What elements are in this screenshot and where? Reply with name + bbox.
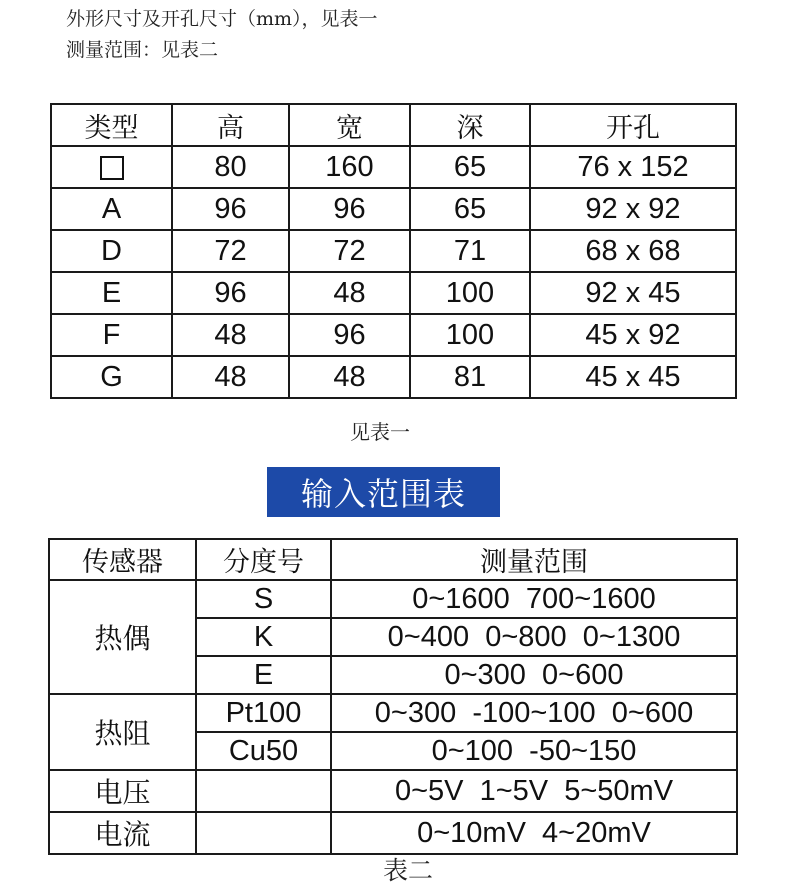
- cell-range: 0~5V 1~5V 5~50mV: [331, 770, 737, 812]
- cell-width: 160: [289, 146, 410, 188]
- cell-width: 96: [289, 314, 410, 356]
- header-sensor: 传感器: [49, 539, 196, 580]
- cell-range: 0~300 -100~100 0~600: [331, 694, 737, 732]
- cell-type: G: [51, 356, 172, 398]
- cell-type: D: [51, 230, 172, 272]
- table-row: [51, 188, 736, 230]
- table-header-row: [51, 104, 736, 146]
- cell-cutout: 92 x 45: [530, 272, 736, 314]
- dimensions-table: [50, 103, 737, 399]
- cell-width: 48: [289, 272, 410, 314]
- cell-index: [196, 812, 331, 854]
- cell-range: 0~400 0~800 0~1300: [331, 618, 737, 656]
- header-type: 类型: [51, 104, 172, 146]
- sensor-group-thermocouple: 热偶: [49, 580, 196, 694]
- table-row: [51, 230, 736, 272]
- cell-range: 0~300 0~600: [331, 656, 737, 694]
- cell-depth: 100: [410, 272, 530, 314]
- cell-width: 48: [289, 356, 410, 398]
- table-header-row: [49, 539, 737, 580]
- cell-index: K: [196, 618, 331, 656]
- cell-type: F: [51, 314, 172, 356]
- cell-depth: 100: [410, 314, 530, 356]
- cell-range: 0~1600 700~1600: [331, 580, 737, 618]
- cell-depth: 65: [410, 146, 530, 188]
- cell-width: 72: [289, 230, 410, 272]
- cell-height: 96: [172, 272, 289, 314]
- table2-caption: 表二: [382, 856, 433, 885]
- table-row: [49, 694, 737, 732]
- cell-index: Pt100: [196, 694, 331, 732]
- cell-range: 0~100 -50~150: [331, 732, 737, 770]
- header-depth: 深: [410, 104, 530, 146]
- cell-width: 96: [289, 188, 410, 230]
- square-outline-icon: [100, 156, 124, 180]
- header-range: 测量范围: [331, 539, 737, 580]
- header-index-no: 分度号: [196, 539, 331, 580]
- cell-height: 80: [172, 146, 289, 188]
- cell-index: S: [196, 580, 331, 618]
- cell-height: 48: [172, 356, 289, 398]
- cell-cutout: 45 x 92: [530, 314, 736, 356]
- cell-height: 72: [172, 230, 289, 272]
- input-range-table: [48, 538, 738, 855]
- intro-line-range: 测量范围：见表二: [66, 39, 219, 61]
- cell-type: E: [51, 272, 172, 314]
- input-range-banner: 输入范围表: [267, 467, 500, 517]
- cell-type: [51, 146, 172, 188]
- sensor-group-current: 电流: [49, 812, 196, 854]
- cell-cutout: 92 x 92: [530, 188, 736, 230]
- table-row: [49, 812, 737, 854]
- table-row: [51, 146, 736, 188]
- cell-cutout: 76 x 152: [530, 146, 736, 188]
- cell-depth: 65: [410, 188, 530, 230]
- cell-range: 0~10mV 4~20mV: [331, 812, 737, 854]
- intro-text: [66, 4, 378, 66]
- table-row: [49, 770, 737, 812]
- cell-index: E: [196, 656, 331, 694]
- header-width: 宽: [289, 104, 410, 146]
- cell-index: [196, 770, 331, 812]
- cell-index: Cu50: [196, 732, 331, 770]
- table-row: [49, 580, 737, 618]
- header-height: 高: [172, 104, 289, 146]
- cell-depth: 71: [410, 230, 530, 272]
- cell-cutout: 45 x 45: [530, 356, 736, 398]
- sensor-group-rtd: 热阻: [49, 694, 196, 770]
- cell-cutout: 68 x 68: [530, 230, 736, 272]
- cell-depth: 81: [410, 356, 530, 398]
- header-cutout: 开孔: [530, 104, 736, 146]
- cell-type: A: [51, 188, 172, 230]
- table-row: [51, 356, 736, 398]
- table-row: [51, 314, 736, 356]
- intro-line-dimensions: 外形尺寸及开孔尺寸（mm），见表一: [66, 8, 378, 30]
- cell-height: 96: [172, 188, 289, 230]
- sensor-group-voltage: 电压: [49, 770, 196, 812]
- cell-height: 48: [172, 314, 289, 356]
- table-row: [51, 272, 736, 314]
- table1-caption: 见表一: [350, 420, 410, 444]
